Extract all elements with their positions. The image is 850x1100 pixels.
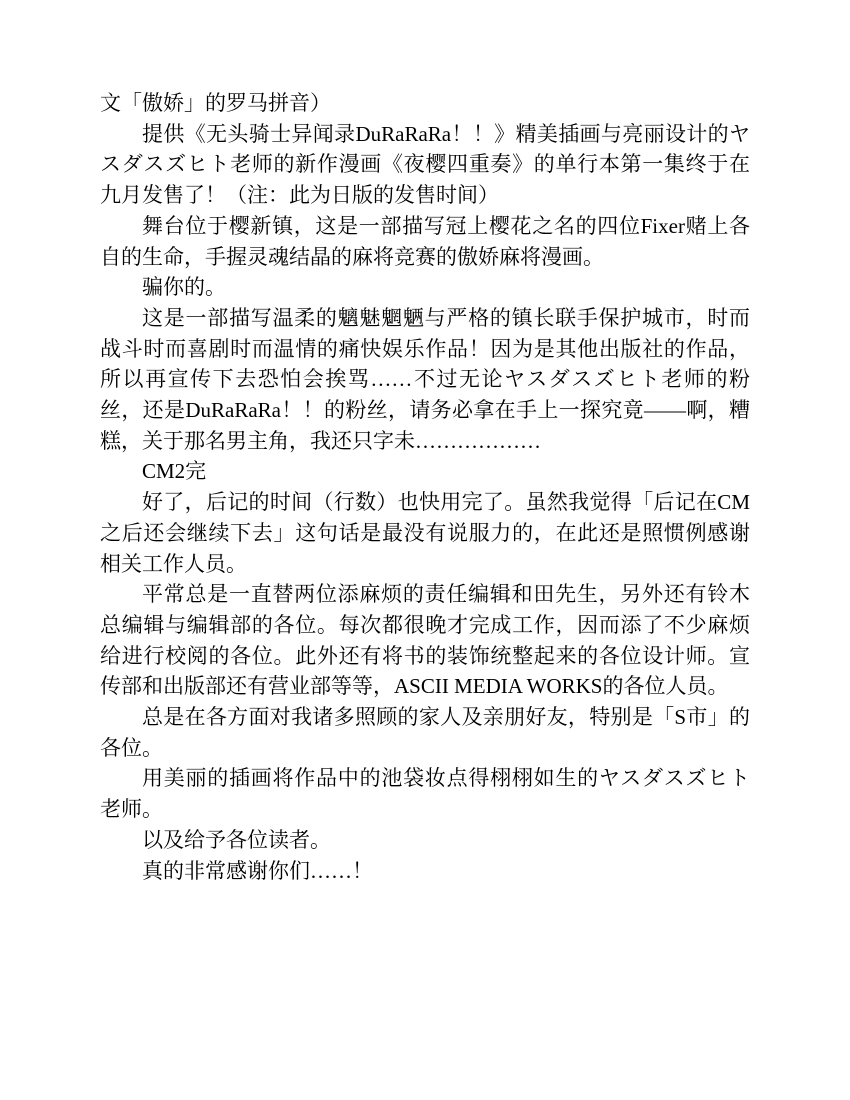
paragraph: CM2完 xyxy=(142,459,207,484)
paragraph: 这是一部描写温柔的魑魅魍魉与严格的镇长联手保护城市，时而战斗时而喜剧时而温情的痛快娱乐作品！因为是其他出版社的作品，所以再宣传下去恐怕会挨骂……不过无论ヤスダスズヒト老师的粉丝，还是DuRaRaRa！！的粉丝，请务必拿在手上一探究竟——啊，糟糕，关于那名男主角，我还只字未……………… xyxy=(100,305,750,453)
paragraph: 用美丽的插画将作品中的池袋妆点得栩栩如生的ヤスダスズヒト老师。 xyxy=(100,766,750,822)
paragraph: 好了，后记的时间（行数）也快用完了。虽然我觉得「后记在CM之后还会继续下去」这句话是最没有说服力的，在此还是照惯例感谢相关工作人员。 xyxy=(100,490,750,576)
paragraph: 骗你的。 xyxy=(142,275,226,300)
paragraph: 以及给予各位读者。 xyxy=(142,827,331,852)
paragraph: 真的非常感谢你们……！ xyxy=(142,858,373,883)
paragraph-continuation: 文「傲娇」的罗马拼音） xyxy=(100,91,331,115)
paragraph: 平常总是一直替两位添麻烦的责任编辑和田先生，另外还有铃木总编辑与编辑部的各位。每次都很晚才完成工作，因而添了不少麻烦给进行校阅的各位。此外还有将书的装饰统整起来的各位设计师。宣传部和出版部还有营业部等等，ASCII MEDIA WORKS的各位人员。 xyxy=(100,582,750,699)
paragraph: 提供《无头骑士异闻录DuRaRaRa！！》精美插画与亮丽设计的ヤスダスズヒト老师的新作漫画《夜樱四重奏》的单行本第一集终于在九月发售了！（注：此为日版的发售时间） xyxy=(100,121,750,208)
paragraph: 总是在各方面对我诸多照顾的家人及亲朋好友，特别是「S市」的各位。 xyxy=(100,705,750,760)
paragraph: 舞台位于樱新镇，这是一部描写冠上樱花之名的四位Fixer赌上各自的生命，手握灵魂结晶的麻将竞赛的傲娇麻将漫画。 xyxy=(100,213,750,269)
afterword-text-block xyxy=(100,88,750,886)
